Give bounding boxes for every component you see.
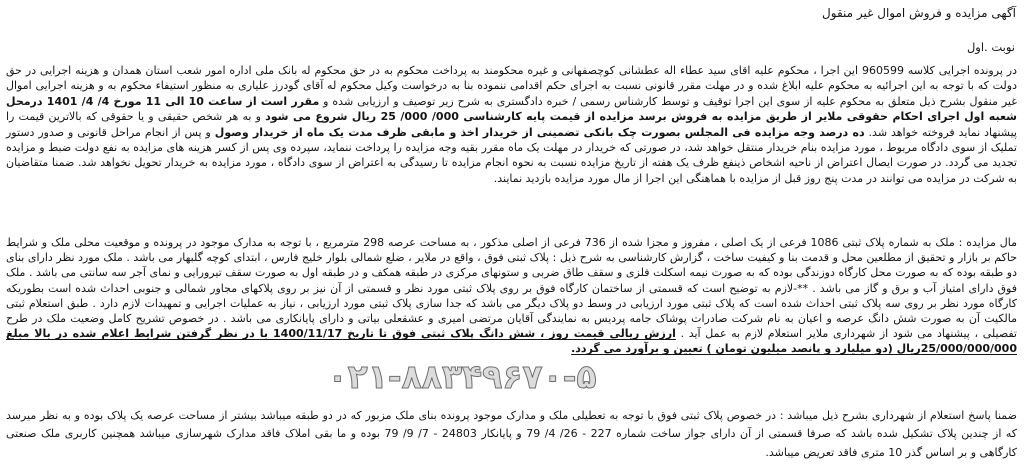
municipality-response-paragraph bbox=[6, 407, 1017, 463]
property-description-paragraph bbox=[6, 235, 1017, 357]
text-segment: در پرونده اجرایی کلاسه 960599 این اجرا ، محکوم علیه اقای سید عطاء اله عطشانی کوچصفهانی و غیره محکومند به پرداخت محکوم به در حق محکوم له بانک ملی اداره امور شعب استان همدان و هزینه اجرایی در حق دولت که با توجه به این اجرائیه به محکوم علیه ابلاغ شده و در مهلت مقرر قانونی نسبت به اجرای حکم اقدامی ننموده بنا به درخواست وکیل محکوم له آقای گودرز علیاری به منظور استیفاء محکوم به و هزینه اجرایی اموال غیر منقول بشرح ذیل متعلق به محکوم علیه از سوی این اجرا توقیف و توسط کارشناس رسمی / خبره دادگستری به شرح زیر توصیف و ارزیابی شده و bbox=[6, 64, 1018, 108]
phone-watermark: ۰۲۱-۸۸۳۴۹۶۷۰-۵ bbox=[327, 357, 597, 396]
text-segment: ضمنا پاسخ استعلام از شهرداری بشرح ذیل میباشد : در خصوص پلاک ثبتی فوق با توجه به تعطیلی ملک و مدارک موجود پرونده بنای ملک مزبور که در دو طبقه میباشد بیشتر از مساحت عرصه یک پلاک بوده و به نظر میرسد که از چندین پلاک تشکیل شده باشد که صرفا قسمتی از آن دارای جواز ساخت شماره 227 - 26/ 4/ 79 و پایانکار 24803 - 7/ 9/ 79 بوده و ما بقی املاک فاقد مدارک شهرسازی میباشد همچنین کاربری ملک صنعتی کارگاهی و بر اساس گذر 10 متری فاقد تعریض میباشد. bbox=[6, 408, 1018, 459]
text-segment: و پس از انجام مراحل قانونی و صدور دستور تملیک از سوی دادگاه مربوط ، مورد مزایده بنام خریدار منتقل خواهد شد، در صورتی که خریدار در مهلت یک ماه مقرر بقیه وجه مزایده را پرداخت ننماید، سپرده وی پس از کسر هزینه های مزایده به نفع دولت ضبط و مزایده تجدید می گردد. در صورت ایصال اعتراض از ناحیه اشخاص ذینفع ظرف یک هفته از تاریخ مزایده نسبت به نحوه انجام مزایده تا رسیدگی به اعتراض از سوی دادگاه ، مورد مزایده به خریدار تحویل نخواهد شد. ضمنا متقاضیان به شرکت در مزایده می توانند در مدت پنج روز قبل از مزایده با هماهنگی این اجرا از مال مورد مزایده بازدید نمایند. bbox=[6, 125, 1017, 185]
deposit-terms: ده درصد وجه مزایده فی المجلس بصورت چک بانکی تضمینی از خریدار اخذ و مابقی ظرف مدت یک ماه از خریدار وصول bbox=[214, 125, 865, 139]
notice-round: نوبت .اول bbox=[966, 40, 1015, 54]
text-segment: و به هر شخص حقیقی و یا حقوقی که بالاترین قیمت را پیشنهاد نماید فروخته خواهد شد. bbox=[6, 110, 1017, 139]
appraised-value: ارزش ریالی قیمت روز ، شش دانگ پلاک ثبتی فوق تا تاریخ 1400/11/17 با در نظر گرفتن شرایط اعلام شده در بالا مبلغ 25/000/000/000ریال (دو میلیارد و پانصد میلیون تومان ) تعیین و برآورد می گردد. bbox=[6, 327, 1017, 356]
notice-title: آگهی مزایده و فروش اموال غیر منقول bbox=[822, 6, 1016, 20]
auction-date-and-base-price: مقرر است از ساعت 10 الی 11 مورخ 4/ 4/ 1401 درمحل شعبه اول اجرای احکام حقوقی ملایر از طریق مزایده به فروش برسد مزایده از قیمت پایه کارشناسی 000/ 000/ 25 ریال شروع می شود bbox=[6, 94, 1017, 124]
text-segment: مال مزایده : ملک به شماره پلاک ثبتی 1086 فرعی از یک اصلی ، مفروز و مجزا شده از 736 فرعی از اصلی مذکور ، به مساحت عرصه 298 مترمربع ، با توجه به مدارک موجود در پرونده و موقعیت محلی ملک و شرایط حاکم بر بازار و تحقیق از مطلعین محل و قدمت بنا و کیفیت ساخت ، گزارش کارشناسی به شرح ذیل : پلاک ثبتی فوق ، واقع در ملایر ، ضلع شمالی بلوار خلیج فارس ، ابتدای کوچه گلبهار می باشد . ملک مورد نظر دارای بنای دو طبقه بوده که به صورت محل کارگاه دوزندگی بوده که به صورت نیمه اسکلت فلزی و سقف طاق ضربی و ستونهای مرکزی در طبقه همکف و در طبقه اول به صورت سقف تیرورایی و نمای آجر سه سانتی می باشد . ملک فوق دارای امتیاز آب و برق و گاز می باشد . **-لازم به توضیح است که قسمتی از ساختمان کارگاه فوق بر روی پلاک ثبتی مورد نظر و قسمتی از آن نیز بر روی پلاکهای مجاور شمالی و جنوبی احداث شده است بطوریکه کارگاه مورد نظر بر روی سه پلاک ثبتی احداث شده است که پلاک ثبتی مورد ارزیابی در وسط دو پلاک دیگر می باشد که جدا سازی پلاک ثبتی مورد ارزیابی ، نیاز به عملیات اجرایی و تمهیدات لازم دارد . طبق استعلام ثبتی مالکیت آن به صورت شش دانگ عرصه و اعیان به نام شرکت صادرات پوشاک جامه پردیس به نمایندگی آقایان مرتضی امیری و عشقعلی بیاتی و دارای پایانکاری می باشد . در خصوص تشریح کامل وضعیت ملک در طرح تفصیلی ، پیشنهاد می شود از شهرداری ملایر استعلام لازم به عمل آید . bbox=[6, 236, 1017, 341]
auction-terms-paragraph bbox=[6, 63, 1017, 186]
